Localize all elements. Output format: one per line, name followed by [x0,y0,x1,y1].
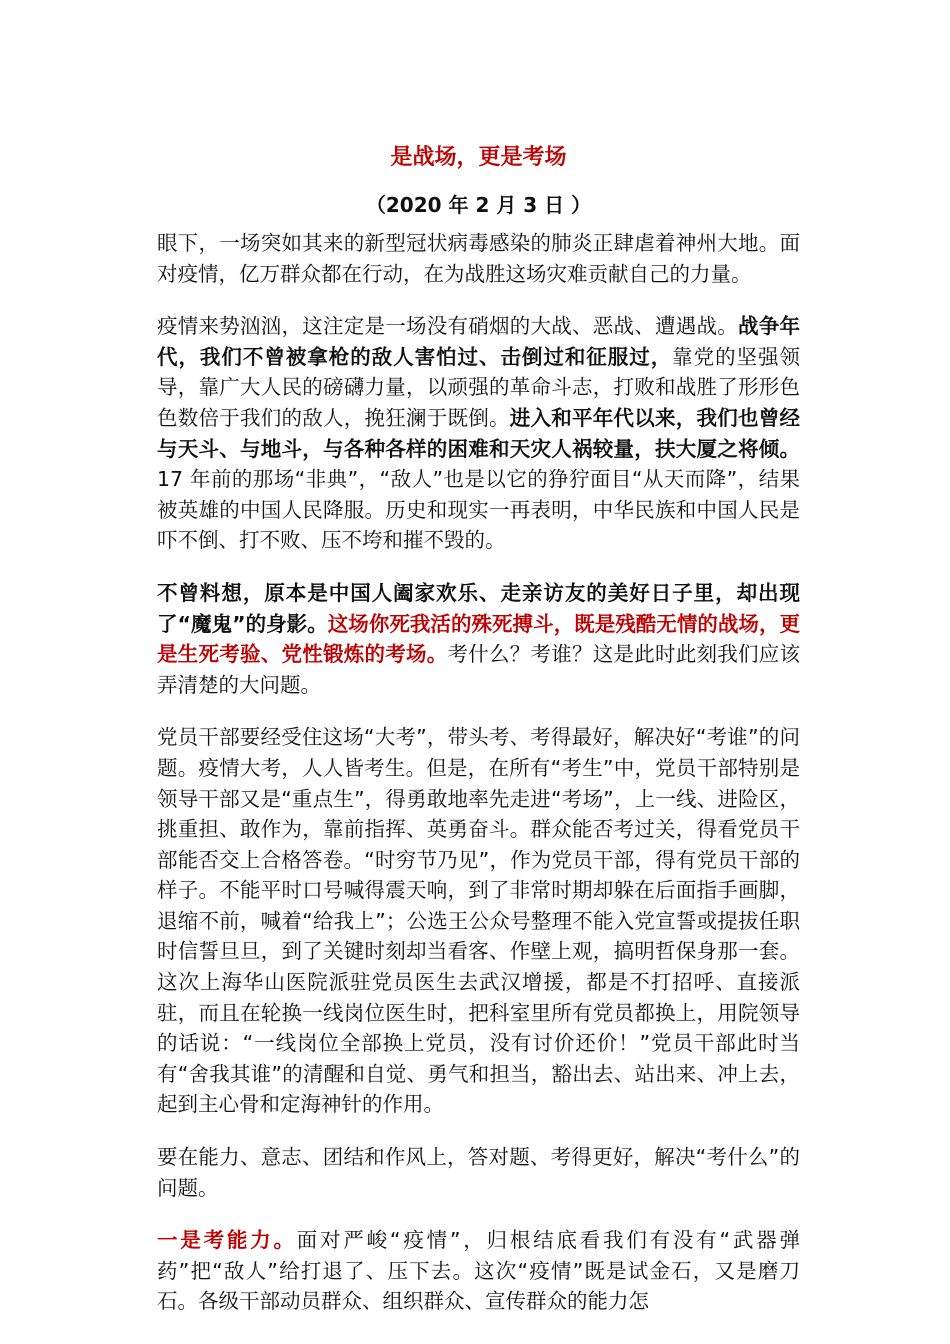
paragraph [157,1225,800,1317]
highlighted-text-segment: 一是考能力。 [157,1228,297,1253]
highlighted-text-segment: 这场你死我活的殊死搏斗，既是残酷无情的战场，更是生死考验、党性锻炼的考场。 [157,611,800,667]
bold-text-segment: 进入和平年代以来，我们也曾经与天斗、与地斗，与各种各样的困难和天灾人祸较量，扶大厦之将倾。 [157,405,800,461]
text-segment: 17 年前的那场“非典”，“敌人”也是以它的狰狞面目“从天而降”，结果被英雄的中国人民降服。历史和现实一再表明，中华民族和中国人民是吓不倒、打不败、压不垮和摧不毁的。 [157,467,800,553]
bold-text-segment: 战争年代，我们不曾被拿枪的敌人害怕过、击倒过和征服过， [157,314,800,369]
bold-text-segment: 不曾料想，原本是中国人阖家欢乐、走亲访友的美好日子里，却出现了“魔鬼”的身影。 [157,580,800,636]
paragraph [157,1142,800,1203]
text-segment: 要在能力、意志、团结和作风上，答对题、考得更好，解决“考什么”的问题。 [157,1145,800,1200]
text-segment: 眼下，一场突如其来的新型冠状病毒感染的肺炎正肆虐着神州大地。面对疫情，亿万群众都在行动，在为战胜这场灾难贡献自己的力量。 [157,231,800,286]
paragraph [157,311,800,556]
text-segment: 考什么？考谁？这是此时此刻我们应该弄清楚的大问题。 [157,642,800,697]
paragraph [157,228,800,289]
text-segment: 党员干部要经受住这场“大考”，带头考、考得最好，解决好“考谁”的问题。疫情大考，人人皆考生。但是，在所有“考生”中，党员干部特别是领导干部又是“重点生”，得勇敢地率先走进“考场”，上一线、进险区，挑重担、敢作为，靠前指挥、英勇奋斗。群众能否考过关，得看党员干部能否交上合格答卷。“时穷节乃见”，作为党员干部，得有党员干部的样子。不能平时口号喊得震天响，到了非常时期却躲在后面指手画脚，退缩不前，喊着“给我上”；公选王公众号整理不能入党宣誓或提拔任职时信誓旦旦，到了关键时刻却当看客、作壁上观，搞明哲保身那一套。这次上海华山医院派驻党员医生去武汉增援，都是不打招呼、直接派驻，而且在轮换一线岗位医生时，把科室里所有党员都换上，用院领导的话说：“一线岗位全部换上党员，没有讨价还价！”党员干部此时当有“舍我其谁”的清醒和自觉、勇气和担当，豁出去、站出来、冲上去，起到主心骨和定海神针的作用。 [157,725,800,1117]
paragraph [157,578,800,700]
document-title: 是战场，更是考场 [390,145,567,170]
text-segment: 靠党的坚强领导，靠广大人民的磅礴力量，以顽强的革命斗志，打败和战胜了形形色色数倍于我们的敌人，挽狂澜于既倒。 [157,344,800,430]
text-segment: 疫情来势汹汹，这注定是一场没有硝烟的大战、恶战、遭遇战。 [157,314,738,339]
paragraph [157,722,800,1120]
document-date: （2020 年 2 月 3 日 ） [365,193,592,217]
text-segment: 面对严峻“疫情”，归根结底看我们有没有“武器弹药”把“敌人”给打退了、压下去。这次“疫情”既是试金石，又是磨刀石。各级干部动员群众、组织群众、宣传群众的能力怎 [157,1228,800,1314]
document-page [157,130,800,1339]
